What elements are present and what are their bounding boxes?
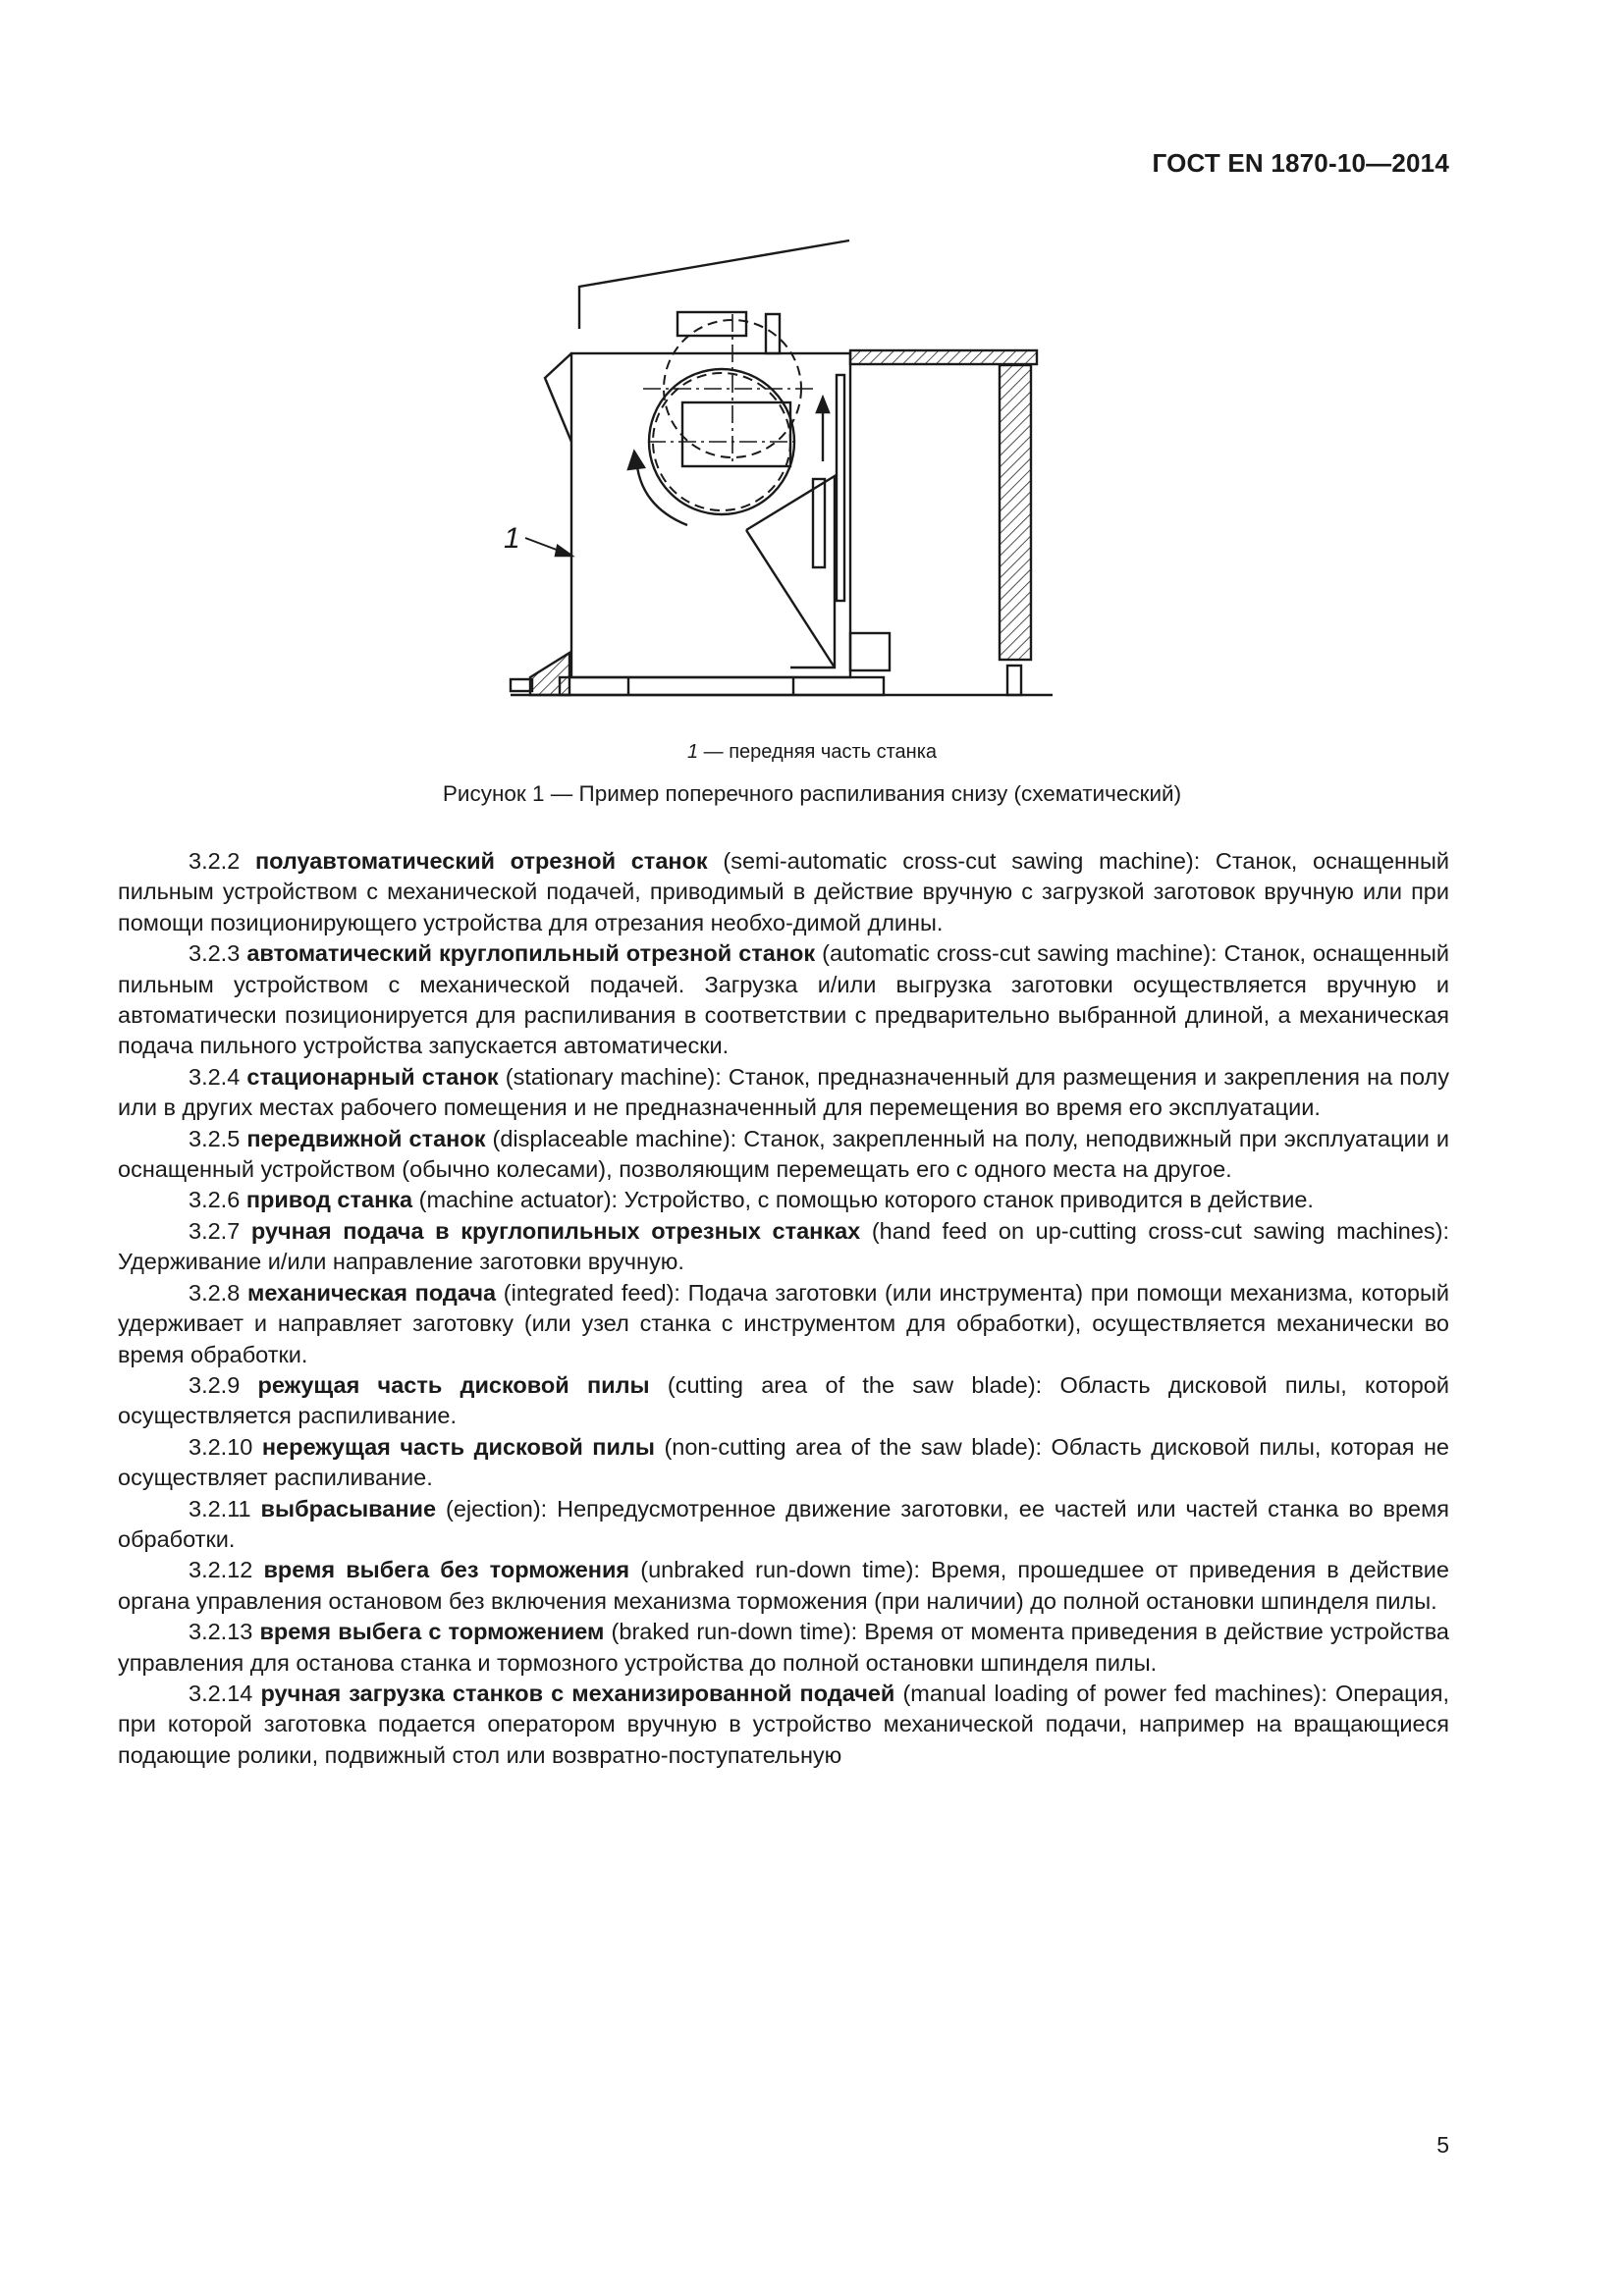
definition-text: (ejection): Непредусмотренное движение заготовки, ее частей или частей станка во время обработки. bbox=[118, 1495, 1450, 1552]
definition-paragraph bbox=[118, 1124, 1449, 1186]
definition-paragraph bbox=[118, 938, 1449, 1062]
definition-term: передвижной станок bbox=[246, 1125, 486, 1151]
definition-text: (displaceable machine): Станок, закрепленный на полу, неподвижный при эксплуатации и оснащенный устройством (обычно колесами), позволяющим перемещать его с одного места на другое. bbox=[118, 1125, 1449, 1183]
definition-number: 3.2.14 bbox=[189, 1680, 253, 1706]
definition-term: время выбега без торможения bbox=[263, 1557, 630, 1583]
figure-caption: Рисунок 1 — Пример поперечного распиливания снизу (схематический) bbox=[442, 781, 1182, 806]
legend-number: 1 bbox=[686, 741, 699, 763]
definition-term: ручная подача в круглопильных отрезных станках bbox=[250, 1217, 861, 1244]
definition-number: 3.2.8 bbox=[189, 1279, 241, 1306]
definition-number: 3.2.10 bbox=[189, 1433, 253, 1460]
definition-text: (machine actuator): Устройство, с помощью которого станок приводится в действие. bbox=[412, 1187, 1314, 1213]
definition-term: стационарный станок bbox=[246, 1063, 499, 1090]
definition-number: 3.2.11 bbox=[189, 1495, 251, 1522]
definition-number: 3.2.2 bbox=[189, 848, 241, 874]
definition-term: привод станка bbox=[245, 1187, 413, 1213]
definition-number: 3.2.3 bbox=[189, 940, 241, 967]
definition-number: 3.2.6 bbox=[189, 1187, 241, 1213]
definition-text: (braked run-down time): Время от момента приведения в действие устройства управления для останова станка и тормозного устройства до полной остановки шпинделя пилы. bbox=[118, 1619, 1449, 1676]
definition-paragraph bbox=[118, 1278, 1449, 1370]
definition-term: нережущая часть дисковой пилы bbox=[261, 1433, 655, 1460]
definition-number: 3.2.4 bbox=[189, 1063, 241, 1090]
definition-term: автоматический круглопильный отрезной станок bbox=[246, 940, 816, 967]
definition-term: ручная загрузка станков с механизированной подачей bbox=[260, 1680, 895, 1706]
definition-text: (hand feed on up-cutting cross-cut sawing machines): Удерживание и/или направление заготовки вручную. bbox=[118, 1217, 1450, 1275]
figure-legend bbox=[0, 741, 1624, 764]
definition-term: механическая подача bbox=[247, 1279, 497, 1306]
figure-callout-label: 1 bbox=[504, 522, 520, 555]
definition-number: 3.2.13 bbox=[189, 1619, 253, 1645]
definition-number: 3.2.9 bbox=[189, 1371, 241, 1398]
definition-paragraph bbox=[118, 1555, 1449, 1617]
definition-paragraph bbox=[118, 846, 1449, 938]
definition-paragraph bbox=[118, 1062, 1449, 1124]
definition-paragraph bbox=[118, 1617, 1449, 1679]
definition-term: выбрасывание bbox=[260, 1495, 437, 1522]
definition-text: (stationary machine): Станок, предназначенный для размещения и закрепления на полу или в других местах рабочего помещения и не предназначенный для перемещения во время его эксплуатации. bbox=[118, 1063, 1449, 1121]
definition-number: 3.2.5 bbox=[189, 1125, 241, 1151]
definition-paragraph bbox=[118, 1494, 1449, 1556]
definition-term: время выбега с торможением bbox=[259, 1619, 605, 1645]
definition-text: (integrated feed): Подача заготовки (или инструмента) при помощи механизма, который удерживает и направляет заготовку (или узел станка с инструментом для обработки), осуществляется механически во время обработки. bbox=[118, 1279, 1450, 1367]
definition-paragraph bbox=[118, 1370, 1449, 1432]
definition-number: 3.2.12 bbox=[189, 1557, 253, 1583]
definition-number: 3.2.7 bbox=[189, 1217, 241, 1244]
saw-schematic-drawing bbox=[491, 231, 1060, 712]
definition-text: (non-cutting area of the saw blade): Область дисковой пилы, которая не осуществляет распиливание. bbox=[118, 1433, 1449, 1491]
definition-text: (unbraked run-down time): Время, прошедшее от приведения в действие органа управления остановом без включения механизма торможения (при наличии) до полной остановки шпинделя пилы. bbox=[118, 1557, 1449, 1614]
definition-text: (cutting area of the saw blade): Область дисковой пилы, которой осуществляется распиливание. bbox=[118, 1371, 1449, 1429]
definition-paragraph bbox=[118, 1216, 1449, 1278]
definition-paragraph bbox=[118, 1432, 1449, 1494]
definition-paragraph bbox=[118, 1185, 1449, 1215]
definition-paragraph bbox=[118, 1679, 1449, 1771]
document-header: ГОСТ EN 1870-10—2014 bbox=[1152, 148, 1449, 178]
legend-text: — передняя часть станка bbox=[698, 741, 938, 763]
page-number: 5 bbox=[1436, 2132, 1449, 2158]
definition-text: (semi-automatic cross-cut sawing machine): Станок, оснащенный пильным устройством с механической подачей, приводимый в действие вручную с загрузкой заготовок вручную или при помощи позиционирующего устройства для отрезания необхо-димой длины. bbox=[118, 848, 1449, 935]
definition-term: полуавтоматический отрезной станок bbox=[254, 848, 708, 874]
definition-text: (automatic cross-cut sawing machine): Станок, оснащенный пильным устройством с механической подачей. Загрузка и/или выгрузка заготовки осуществляется вручную и автоматически позиционируется для распиливания в соответствии с предварительно выбранной длиной, а механическая подача пильного устройства запускается автоматически. bbox=[118, 940, 1449, 1059]
body-text bbox=[118, 846, 1449, 1771]
definition-term: режущая часть дисковой пилы bbox=[257, 1371, 650, 1398]
figure-saw-diagram bbox=[491, 231, 1060, 712]
definition-text: (manual loading of power fed machines): Операция, при которой заготовка подается оператором вручную в устройство механической подачи, например на вращающиеся подающие ролики, подвижный стол или возвратно-поступательную bbox=[118, 1680, 1450, 1768]
